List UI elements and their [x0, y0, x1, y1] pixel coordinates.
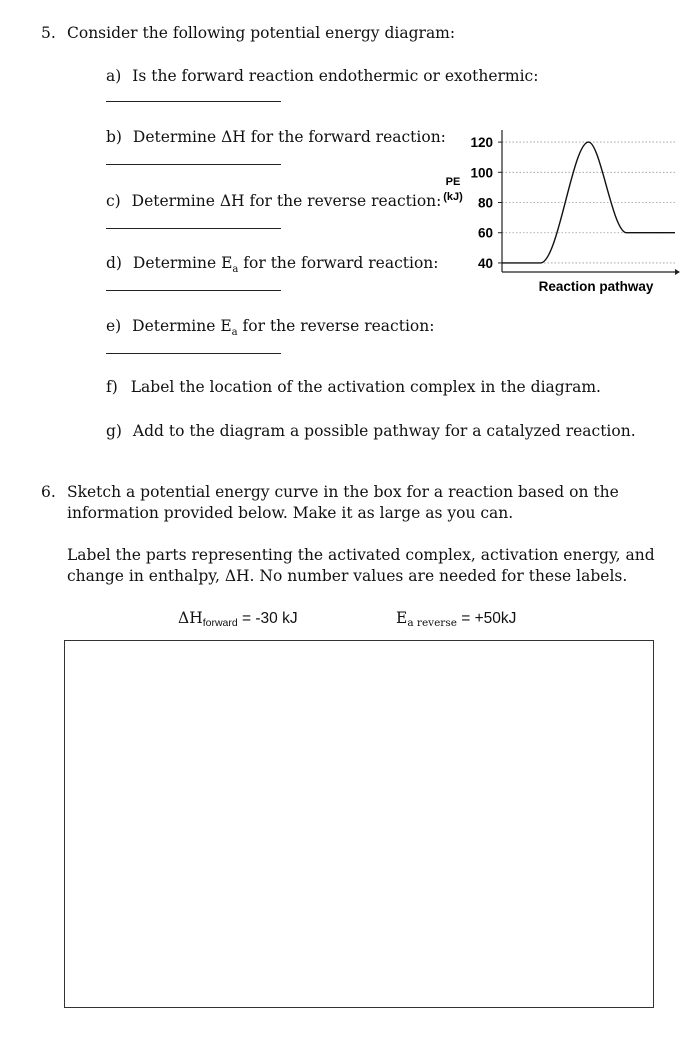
question-prompt: Consider the following potential energy diagram: [67, 24, 456, 42]
question-6-number: 6. [41, 483, 56, 501]
tick-label-80: 80 [477, 195, 493, 211]
part-letter: f) [106, 378, 118, 396]
part-b [106, 128, 446, 146]
tick-label-100: 100 [470, 165, 493, 181]
question-number: 5. [41, 24, 56, 42]
part-text: Determine $E_a$ for the reverse reaction: [132, 317, 435, 339]
gridlines [498, 142, 675, 263]
answer-line-a[interactable] [106, 101, 281, 102]
tick-label-120: 120 [470, 135, 493, 151]
part-text: Determine $E_a$ for the forward reaction: [132, 254, 439, 276]
tick-labels [470, 135, 493, 271]
part-text: Add to the diagram a possible pathway for a catalyzed reaction. [132, 422, 636, 440]
q6-line-2: information provided below. Make it as large as you can. [67, 504, 514, 522]
part-a [106, 67, 538, 85]
answer-line-d[interactable] [106, 290, 281, 291]
part-letter: c) [106, 192, 121, 210]
tick-label-40: 40 [477, 255, 493, 271]
delta-h-forward: ΔHforward = -30 kJ [178, 609, 298, 629]
q6-line-3: Label the parts representing the activated complex, activation energy, and [67, 546, 655, 564]
ea-reverse: Ea reverse = +50kJ [396, 609, 517, 629]
answer-line-c[interactable] [106, 228, 281, 229]
part-letter: g) [106, 422, 122, 440]
part-text: Is the forward reaction endothermic or exothermic: [132, 67, 539, 85]
part-letter: d) [106, 254, 122, 272]
question-5 [41, 24, 56, 42]
part-text: Determine ΔH for the reverse reaction: [131, 192, 442, 210]
tick-label-60: 60 [477, 225, 493, 241]
q6-line-1: Sketch a potential energy curve in the box for a reaction based on the [67, 483, 619, 501]
potential-energy-diagram[interactable] [430, 122, 690, 302]
part-text: Determine ΔH for the forward reaction: [132, 128, 446, 146]
part-g [106, 422, 636, 440]
sketch-box[interactable] [64, 640, 654, 1008]
part-f [106, 378, 601, 396]
part-letter: a) [106, 67, 122, 85]
y-axis-label-top: PE [445, 176, 461, 188]
answer-line-b[interactable] [106, 164, 281, 165]
y-axis-label-bottom: (kJ) [443, 191, 463, 203]
part-text: Label the location of the activation complex in the diagram. [130, 378, 601, 396]
answer-line-e[interactable] [106, 353, 281, 354]
x-axis-arrow [675, 269, 680, 275]
part-letter: e) [106, 317, 122, 335]
x-axis-label: Reaction pathway [538, 279, 654, 294]
part-c [106, 192, 441, 210]
part-letter: b) [106, 128, 122, 146]
q6-line-4: change in enthalpy, ΔH. No number values are needed for these labels. [67, 567, 628, 585]
part-d [106, 254, 438, 275]
part-e [106, 317, 434, 338]
